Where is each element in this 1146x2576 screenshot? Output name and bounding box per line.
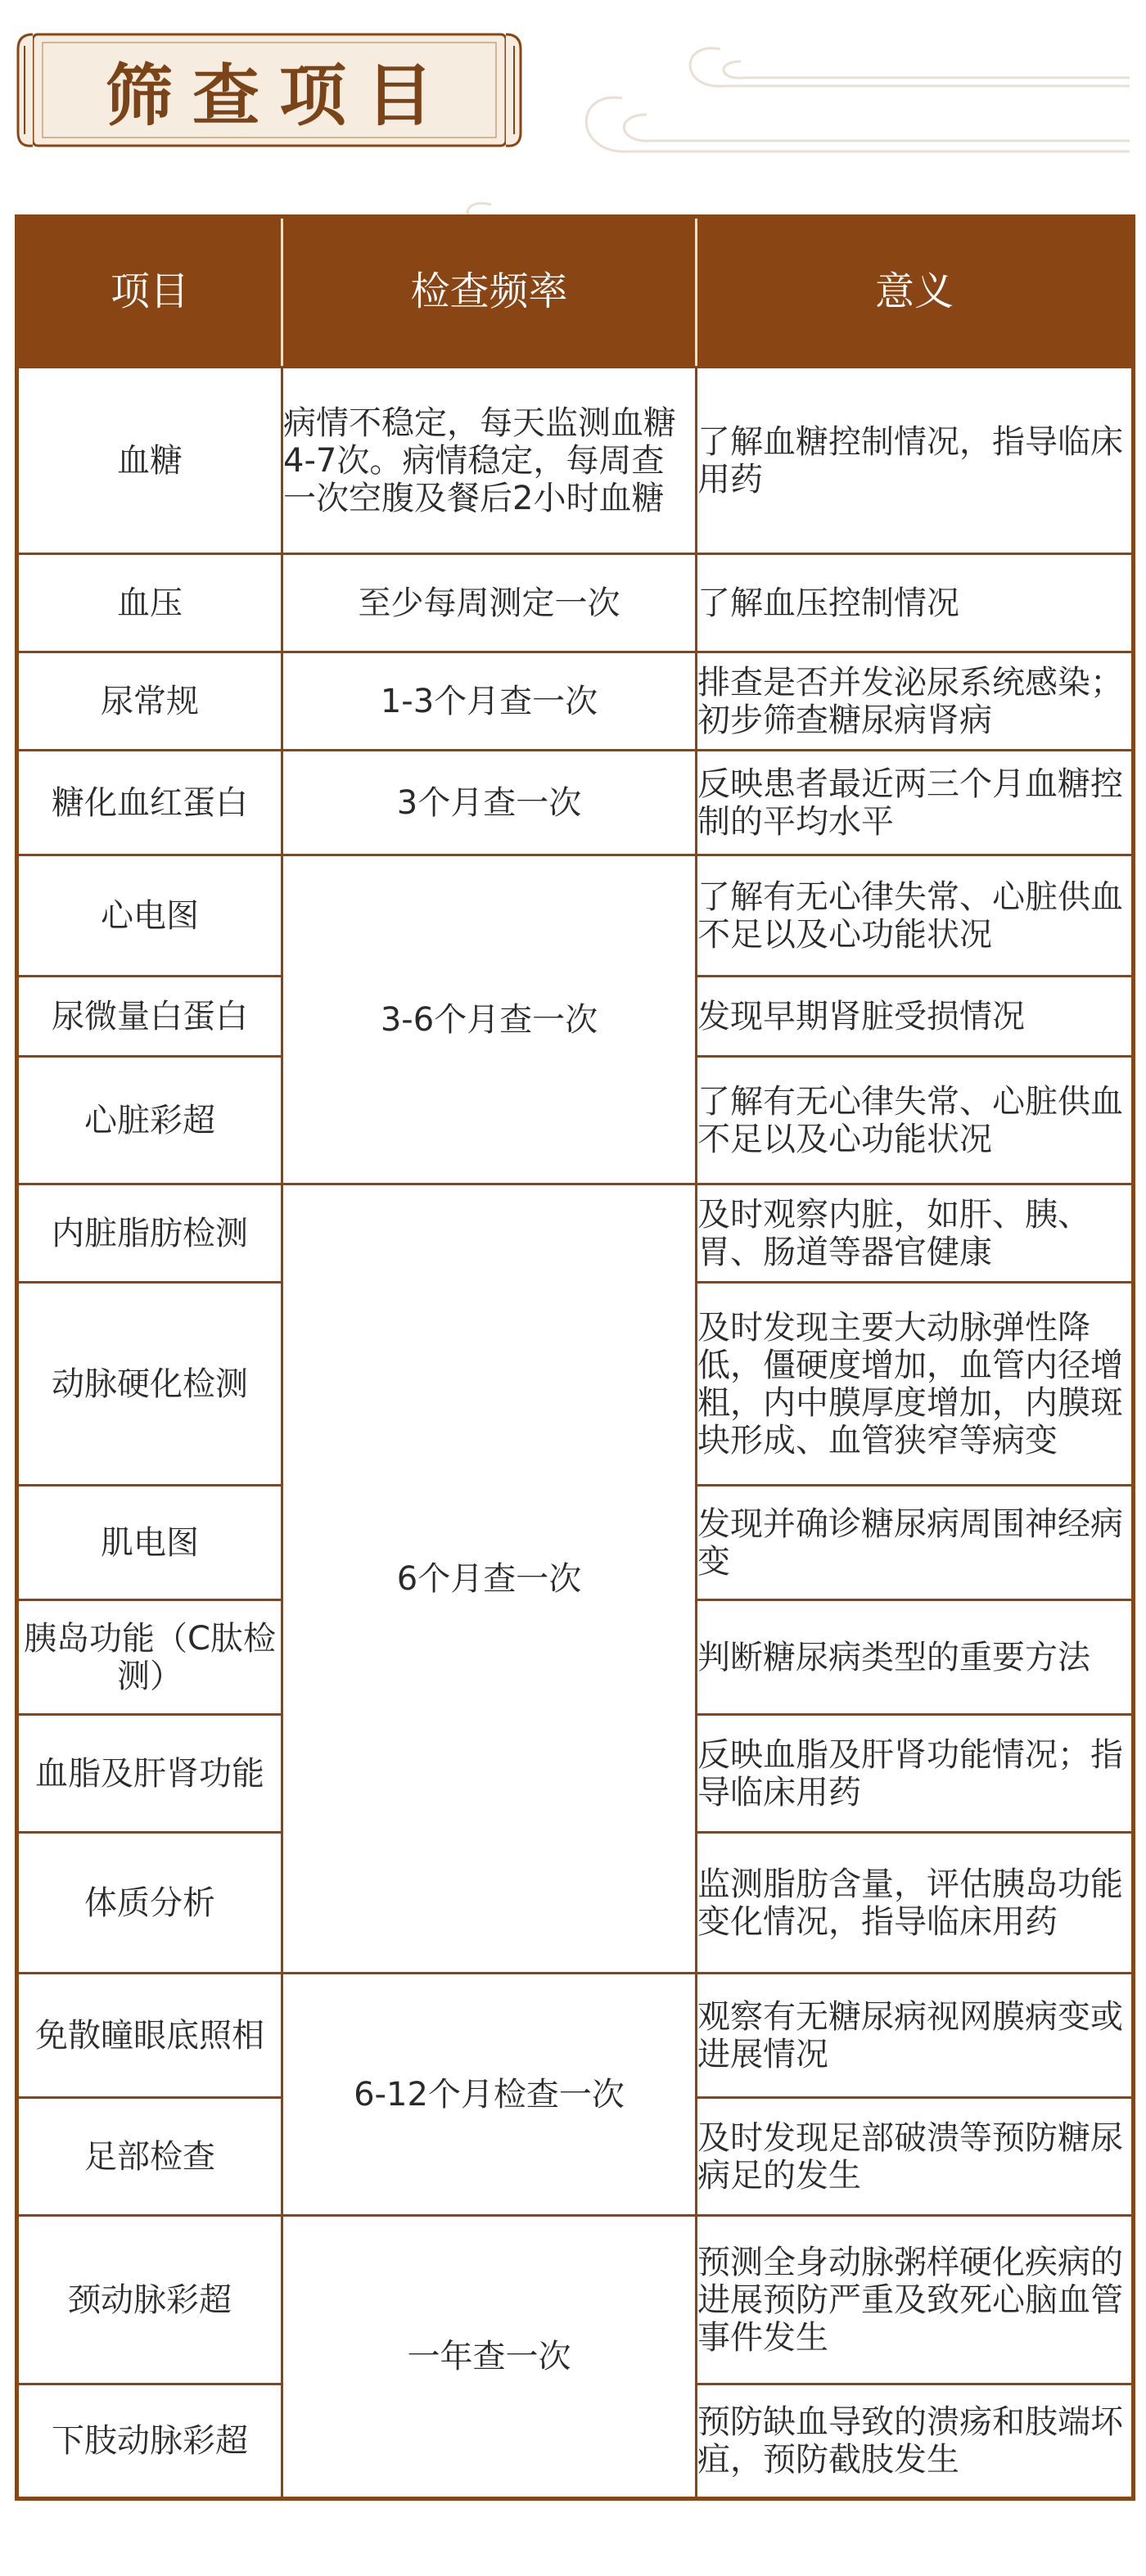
meaning-cell: 预测全身动脉粥样硬化疾病的进展预防严重及致死心脑血管事件发生 <box>697 2216 1134 2384</box>
meaning-cell: 判断糖尿病类型的重要方法 <box>697 1600 1134 1715</box>
meaning-cell: 反映患者最近两三个月血糖控制的平均水平 <box>697 751 1134 855</box>
meaning-cell: 排查是否并发泌尿系统感染；初步筛查糖尿病肾病 <box>697 652 1134 751</box>
meaning-cell: 了解血压控制情况 <box>697 554 1134 652</box>
item-cell: 血糖 <box>17 368 282 554</box>
item-cell: 体质分析 <box>17 1833 282 1974</box>
meaning-cell: 观察有无糖尿病视网膜病变或进展情况 <box>697 1974 1134 2098</box>
item-cell: 心脏彩超 <box>17 1057 282 1184</box>
item-cell: 糖化血红蛋白 <box>17 751 282 855</box>
table-row <box>17 368 1134 554</box>
item-cell: 血脂及肝肾功能 <box>17 1715 282 1833</box>
table-row <box>17 652 1134 751</box>
item-cell: 血压 <box>17 554 282 652</box>
frequency-cell: 6-12个月检查一次 <box>282 1974 697 2216</box>
frequency-cell: 1-3个月查一次 <box>282 652 697 751</box>
item-cell: 尿常规 <box>17 652 282 751</box>
table-row <box>17 855 1134 977</box>
item-cell: 动脉硬化检测 <box>17 1283 282 1486</box>
table-row <box>17 751 1134 855</box>
item-cell: 足部检查 <box>17 2098 282 2216</box>
meaning-cell: 预防缺血导致的溃疡和肢端坏疽，预防截肢发生 <box>697 2384 1134 2499</box>
title-scroll-banner <box>15 25 524 156</box>
header-frequency: 检查频率 <box>282 217 697 368</box>
meaning-cell: 及时发现足部破溃等预防糖尿病足的发生 <box>697 2098 1134 2216</box>
table-header-row <box>17 217 1134 368</box>
item-cell: 尿微量白蛋白 <box>17 977 282 1057</box>
table-row <box>17 1184 1134 1283</box>
item-cell: 内脏脂肪检测 <box>17 1184 282 1283</box>
frequency-cell: 3-6个月查一次 <box>282 855 697 1184</box>
item-cell: 胰岛功能（C肽检测） <box>17 1600 282 1715</box>
meaning-cell: 了解有无心律失常、心脏供血不足以及心功能状况 <box>697 855 1134 977</box>
meaning-cell: 了解血糖控制情况，指导临床用药 <box>697 368 1134 554</box>
table-row <box>17 554 1134 652</box>
item-cell: 颈动脉彩超 <box>17 2216 282 2384</box>
frequency-cell: 6个月查一次 <box>282 1184 697 1974</box>
item-cell: 下肢动脉彩超 <box>17 2384 282 2499</box>
meaning-cell: 及时观察内脏，如肝、胰、胃、肠道等器官健康 <box>697 1184 1134 1283</box>
item-cell: 心电图 <box>17 855 282 977</box>
header-meaning: 意义 <box>697 217 1134 368</box>
meaning-cell: 了解有无心律失常、心脏供血不足以及心功能状况 <box>697 1057 1134 1184</box>
frequency-cell: 3个月查一次 <box>282 751 697 855</box>
table-row <box>17 2216 1134 2384</box>
page-title: 筛查项目 <box>105 56 453 135</box>
table-row <box>17 1974 1134 2098</box>
meaning-cell: 发现并确诊糖尿病周围神经病变 <box>697 1486 1134 1600</box>
meaning-cell: 监测脂肪含量，评估胰岛功能变化情况，指导临床用药 <box>697 1833 1134 1974</box>
screening-table <box>15 214 1135 2501</box>
item-cell: 免散瞳眼底照相 <box>17 1974 282 2098</box>
frequency-cell: 病情不稳定，每天监测血糖 4-7次。病情稳定，每周查一次空腹及餐后2小时血糖 <box>282 368 697 554</box>
frequency-cell: 至少每周测定一次 <box>282 554 697 652</box>
meaning-cell: 发现早期肾脏受损情况 <box>697 977 1134 1057</box>
frequency-cell: 一年查一次 <box>282 2216 697 2499</box>
item-cell: 肌电图 <box>17 1486 282 1600</box>
meaning-cell: 反映血脂及肝肾功能情况；指导临床用药 <box>697 1715 1134 1833</box>
meaning-cell: 及时发现主要大动脉弹性降低，僵硬度增加，血管内径增粗，内中膜厚度增加，内膜斑块形成、血管狭窄等病变 <box>697 1283 1134 1486</box>
header-item: 项目 <box>17 217 282 368</box>
